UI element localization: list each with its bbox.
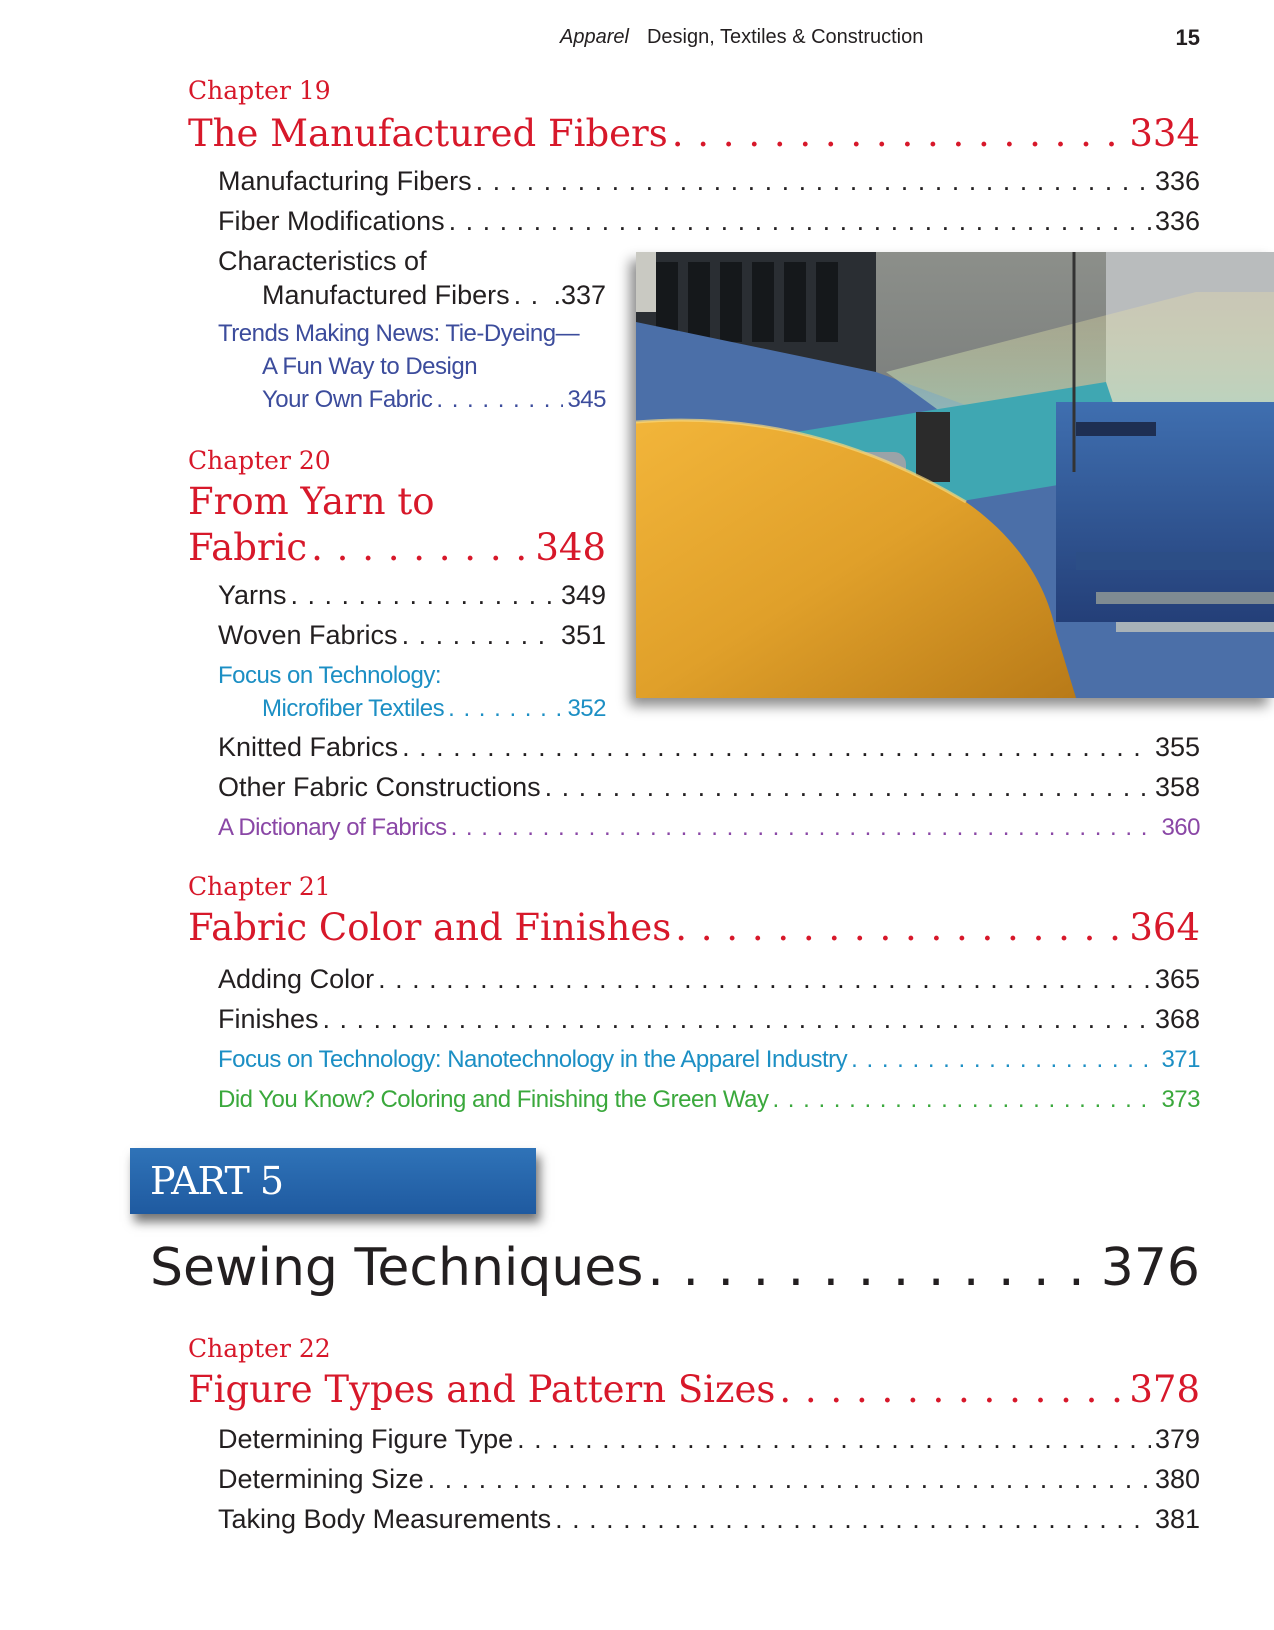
- leader-dots: [476, 166, 1151, 197]
- toc-entry[interactable]: [218, 206, 1200, 242]
- entry-page: 379: [1154, 1424, 1200, 1454]
- leader-dots: [517, 1424, 1151, 1455]
- entry-page: .337: [553, 280, 606, 310]
- book-title: Apparel: [560, 26, 629, 48]
- entry-label: Woven Fabrics: [218, 620, 398, 650]
- entry-label: Yarns: [218, 580, 287, 610]
- chapter-title: Fabric: [188, 526, 308, 569]
- entry-page: 368: [1154, 1004, 1200, 1034]
- entry-label: Finishes: [218, 1004, 319, 1034]
- toc-entry[interactable]: [218, 1504, 1200, 1540]
- entry-page: 351: [560, 620, 606, 650]
- leader-dots: [514, 280, 550, 311]
- leader-dots: [772, 1086, 1157, 1114]
- entry-label: Your Own Fabric: [262, 386, 433, 413]
- entry-page: 336: [1154, 166, 1200, 196]
- running-header: [560, 26, 1020, 56]
- entry-page: 352: [567, 695, 606, 722]
- leader-dots: [449, 206, 1151, 237]
- toc-entry[interactable]: [218, 964, 1200, 1000]
- textile-loom-photo: [636, 252, 1274, 698]
- entry-label: Manufacturing Fibers: [218, 166, 472, 196]
- entry-label: Microfiber Textiles: [262, 695, 445, 722]
- leader-dots: [448, 695, 563, 723]
- leader-dots: [291, 580, 557, 611]
- entry-page: 380: [1154, 1464, 1200, 1494]
- entry-label: Manufactured Fibers: [262, 280, 510, 310]
- book-subtitle: Design, Textiles & Construction: [646, 26, 924, 48]
- feature-line1: Trends Making News: Tie-Dyeing—: [218, 320, 580, 347]
- entry-page: 358: [1154, 772, 1200, 802]
- part-title-row[interactable]: [150, 1238, 1200, 1308]
- chapter-title: Figure Types and Pattern Sizes: [188, 1368, 776, 1411]
- part-title: Sewing Techniques: [150, 1238, 644, 1298]
- chapter-title: The Manufactured Fibers: [188, 112, 668, 155]
- feature-entry[interactable]: [262, 695, 606, 727]
- leader-dots: [451, 814, 1158, 842]
- leader-dots: [428, 1464, 1151, 1495]
- leader-dots: [323, 1004, 1151, 1035]
- entry-label: Determining Size: [218, 1464, 424, 1494]
- chapter-21-title-row[interactable]: [188, 906, 1200, 952]
- entry-page: 371: [1161, 1046, 1200, 1073]
- leader-dots: [851, 1046, 1157, 1074]
- chapter-19-label: Chapter 19: [188, 76, 331, 105]
- entry-label: Focus on Technology: Nanotechnology in the Apparel Industry: [218, 1046, 848, 1073]
- entry-label: Other Fabric Constructions: [218, 772, 541, 802]
- feature-entry[interactable]: [218, 1086, 1200, 1118]
- chapter-22-label: Chapter 22: [188, 1334, 331, 1363]
- chapter-22-title-row[interactable]: [188, 1368, 1200, 1414]
- entry-page: 336: [1154, 206, 1200, 236]
- feature-entry[interactable]: [218, 1046, 1200, 1078]
- chapter-20-title-row[interactable]: [188, 526, 606, 572]
- leader-dots: [436, 386, 563, 414]
- feature-entry[interactable]: [218, 814, 1200, 846]
- leader-dots: [555, 1504, 1151, 1535]
- entry-label: Adding Color: [218, 964, 375, 994]
- toc-entry[interactable]: [218, 620, 606, 656]
- leader-dots: [672, 112, 1126, 155]
- leader-dots: [545, 772, 1151, 803]
- feature-line1: Focus on Technology:: [218, 662, 442, 689]
- entry-page: 373: [1161, 1086, 1200, 1113]
- chapter-20-label: Chapter 20: [188, 446, 331, 475]
- leader-dots: [378, 964, 1151, 995]
- entry-page: 381: [1154, 1504, 1200, 1534]
- toc-entry[interactable]: [218, 1464, 1200, 1500]
- chapter-21-label: Chapter 21: [188, 872, 331, 901]
- toc-entry[interactable]: [218, 166, 1200, 202]
- entry-label: Knitted Fabrics: [218, 732, 399, 762]
- toc-entry[interactable]: [218, 580, 606, 616]
- entry-label-line1: Characteristics of: [218, 246, 427, 276]
- chapter-page: 334: [1129, 112, 1200, 155]
- feature-entry[interactable]: [262, 386, 606, 418]
- leader-dots: [402, 620, 557, 651]
- toc-entry[interactable]: [262, 280, 606, 316]
- leader-dots: [311, 526, 531, 569]
- chapter-title: Fabric Color and Finishes: [188, 906, 672, 949]
- entry-page: 355: [1154, 732, 1200, 762]
- entry-label: Did You Know? Coloring and Finishing the Green Way: [218, 1086, 769, 1113]
- toc-entry[interactable]: [218, 1004, 1200, 1040]
- part-banner: PART 5: [130, 1148, 536, 1214]
- entry-page: 349: [560, 580, 606, 610]
- entry-page: 345: [567, 386, 606, 413]
- entry-page: 365: [1154, 964, 1200, 994]
- entry-label: Fiber Modifications: [218, 206, 445, 236]
- entry-page: 360: [1161, 814, 1200, 841]
- toc-entry[interactable]: [218, 732, 1200, 768]
- leader-dots: [402, 732, 1151, 763]
- leader-dots: [675, 906, 1125, 949]
- leader-dots: [647, 1238, 1096, 1298]
- chapter-page: 364: [1129, 906, 1200, 949]
- entry-label: A Dictionary of Fabrics: [218, 814, 447, 841]
- toc-entry[interactable]: [218, 1424, 1200, 1460]
- feature-line2: A Fun Way to Design: [262, 353, 478, 380]
- toc-entry[interactable]: [218, 772, 1200, 808]
- entry-label: Determining Figure Type: [218, 1424, 514, 1454]
- entry-label: Taking Body Measurements: [218, 1504, 552, 1534]
- chapter-page: 348: [535, 526, 606, 569]
- chapter-title-line1: From Yarn to: [188, 480, 435, 523]
- chapter-19-title-row[interactable]: [188, 112, 1200, 158]
- part-page: 376: [1100, 1238, 1200, 1298]
- leader-dots: [779, 1368, 1125, 1411]
- page-number: 15: [1175, 25, 1200, 50]
- chapter-page: 378: [1129, 1368, 1200, 1411]
